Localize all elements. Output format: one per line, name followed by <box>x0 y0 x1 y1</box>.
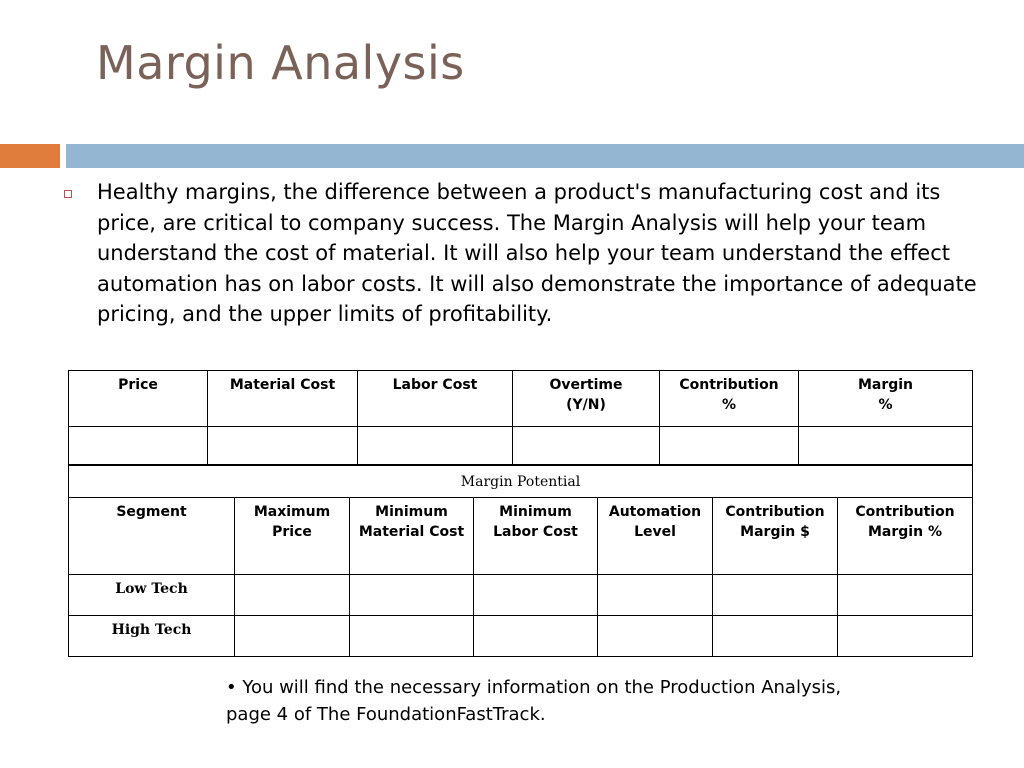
cell-margin-pct[interactable] <box>799 427 973 465</box>
header-price: Price <box>69 371 208 427</box>
header-minimum-labor-cost: Minimum Labor Cost <box>474 498 598 575</box>
header-maximum-price: Maximum Price <box>235 498 350 575</box>
header-automation-level: Automation Level <box>598 498 713 575</box>
margin-potential-table <box>68 465 973 657</box>
table-cell[interactable] <box>713 616 838 657</box>
table-cell[interactable] <box>474 575 598 616</box>
table-cell[interactable] <box>838 616 973 657</box>
table-cell[interactable] <box>713 575 838 616</box>
header-segment: Segment <box>69 498 235 575</box>
cell-price[interactable] <box>69 427 208 465</box>
table-cell[interactable] <box>474 616 598 657</box>
row-label-high-tech: High Tech <box>69 616 235 657</box>
row-label-low-tech: Low Tech <box>69 575 235 616</box>
header-contribution-margin-pct: Contribution Margin % <box>838 498 973 575</box>
cell-contribution-pct[interactable] <box>660 427 799 465</box>
table-cell[interactable] <box>350 616 474 657</box>
cell-material-cost[interactable] <box>208 427 358 465</box>
table-cell[interactable] <box>598 575 713 616</box>
table-cell[interactable] <box>838 575 973 616</box>
table-cell[interactable] <box>235 575 350 616</box>
table-cell[interactable] <box>598 616 713 657</box>
header-labor-cost: Labor Cost <box>358 371 513 427</box>
table-caption: Margin Potential <box>69 466 973 498</box>
square-bullet-icon <box>64 190 72 198</box>
accent-bar-orange <box>0 144 60 168</box>
header-material-cost: Material Cost <box>208 371 358 427</box>
footnote: • You will find the necessary information on the Production Analysis, page 4 of The FoundationFastTrack. <box>226 677 842 725</box>
cell-labor-cost[interactable] <box>358 427 513 465</box>
header-contribution-pct: Contribution % <box>660 371 799 427</box>
table-cell[interactable] <box>235 616 350 657</box>
header-margin-pct: Margin % <box>799 371 973 427</box>
header-overtime: Overtime (Y/N) <box>513 371 660 427</box>
table-cell[interactable] <box>350 575 474 616</box>
slide-title: Margin Analysis <box>96 36 465 90</box>
cell-overtime[interactable] <box>513 427 660 465</box>
accent-bar-blue <box>66 144 1024 168</box>
cost-table <box>68 370 973 465</box>
header-contribution-margin-dollar: Contribution Margin $ <box>713 498 838 575</box>
header-minimum-material-cost: Minimum Material Cost <box>350 498 474 575</box>
bullet-text: Healthy margins, the difference between a product's manufacturing cost and its price, are critical to company success. The Margin Analysis will help your team understand the cost of material. It will also help your team understand the effect automation has on labor costs. It will also demonstrate the importance of adequate pricing, and the upper limits of profitability. <box>97 180 977 326</box>
